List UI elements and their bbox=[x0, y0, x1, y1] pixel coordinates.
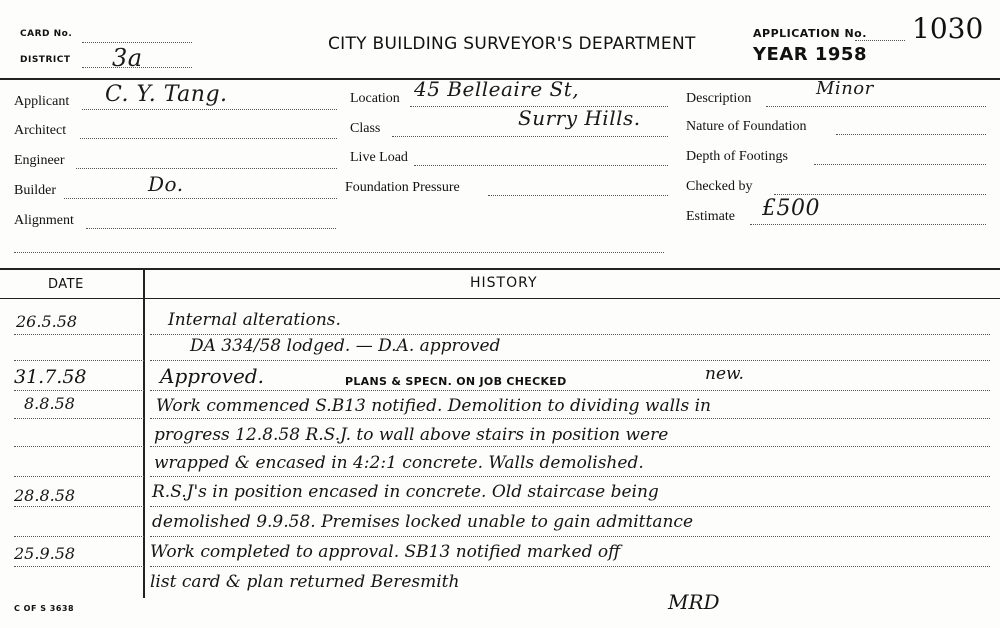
description-label: Description bbox=[686, 91, 752, 106]
history-line: wrapped & encased in 4:2:1 concrete. Walls demolished. bbox=[154, 453, 644, 473]
initials: MRD bbox=[668, 590, 720, 614]
history-line: new. bbox=[705, 364, 744, 384]
date-row-rule bbox=[14, 418, 144, 419]
date-header: DATE bbox=[48, 277, 84, 292]
date-row-rule bbox=[14, 506, 144, 507]
history-date: 25.9.58 bbox=[14, 544, 76, 563]
class-line bbox=[392, 136, 668, 137]
history-row-rule bbox=[150, 334, 990, 335]
foundation-pressure-label: Foundation Pressure bbox=[345, 180, 460, 195]
application-no-line bbox=[855, 40, 905, 41]
date-row-rule bbox=[14, 360, 144, 361]
estimate-value: £500 bbox=[762, 196, 820, 221]
history-line: progress 12.8.58 R.S.J. to wall above stairs in position were bbox=[154, 425, 669, 445]
history-row-rule bbox=[150, 476, 990, 477]
nature-of-foundation-line bbox=[836, 134, 986, 135]
history-date: 31.7.58 bbox=[14, 366, 87, 388]
class-label: Class bbox=[350, 121, 381, 136]
history-date: 28.8.58 bbox=[14, 486, 76, 505]
estimate-line bbox=[750, 224, 986, 225]
description-value: Minor bbox=[816, 78, 874, 99]
checked-by-label: Checked by bbox=[686, 179, 753, 194]
date-row-rule bbox=[14, 334, 144, 335]
application-no-label: APPLICATION No. bbox=[753, 27, 867, 40]
district-label: DISTRICT bbox=[20, 55, 71, 65]
history-line: demolished 9.9.58. Premises locked unable to gain admittance bbox=[152, 512, 694, 532]
application-no-value: 1030 bbox=[912, 12, 984, 45]
history-line: Work completed to approval. SB13 notified marked off bbox=[150, 542, 621, 562]
estimate-label: Estimate bbox=[686, 209, 735, 224]
plans-checked-stamp: PLANS & SPECN. ON JOB CHECKED bbox=[345, 375, 567, 388]
location-label: Location bbox=[350, 91, 400, 106]
history-header: HISTORY bbox=[470, 275, 538, 291]
history-line: Approved. bbox=[160, 364, 264, 388]
alignment-label: Alignment bbox=[14, 213, 74, 228]
builder-label: Builder bbox=[14, 183, 56, 198]
applicant-line bbox=[82, 109, 337, 110]
card-no-label: CARD No. bbox=[20, 29, 73, 39]
history-row-rule bbox=[150, 418, 990, 419]
history-line: Internal alterations. bbox=[168, 310, 341, 330]
engineer-line bbox=[76, 168, 337, 169]
description-line bbox=[766, 106, 986, 107]
history-row-rule bbox=[150, 446, 990, 447]
district-value: 3a bbox=[112, 44, 143, 72]
date-row-rule bbox=[14, 390, 144, 391]
live-load-label: Live Load bbox=[350, 150, 408, 165]
history-date: 26.5.58 bbox=[16, 312, 78, 331]
history-line: R.S.J's in position encased in concrete. Old staircase being bbox=[152, 482, 659, 502]
builder-value: Do. bbox=[148, 172, 184, 196]
year-label: YEAR 1958 bbox=[753, 44, 867, 65]
date-row-rule bbox=[14, 446, 144, 447]
checked-by-line bbox=[774, 194, 986, 195]
foundation-pressure-line bbox=[488, 195, 668, 196]
depth-of-footings-label: Depth of Footings bbox=[686, 149, 788, 164]
live-load-line bbox=[414, 165, 668, 166]
history-line: list card & plan returned Beresmith bbox=[150, 572, 460, 592]
history-row-rule bbox=[150, 566, 990, 567]
alignment-line bbox=[86, 228, 336, 229]
architect-line bbox=[80, 138, 337, 139]
form-code: C OF S 3638 bbox=[14, 604, 75, 613]
history-row-rule bbox=[150, 506, 990, 507]
date-row-rule bbox=[14, 476, 144, 477]
history-line: Work commenced S.B13 notified. Demolition to dividing walls in bbox=[156, 396, 712, 416]
architect-label: Architect bbox=[14, 123, 67, 138]
history-row-rule bbox=[150, 360, 990, 361]
table-header-rule bbox=[0, 298, 1000, 299]
nature-of-foundation-label: Nature of Foundation bbox=[686, 119, 807, 134]
history-row-rule bbox=[150, 390, 990, 391]
builder-line bbox=[64, 198, 337, 199]
engineer-label: Engineer bbox=[14, 153, 65, 168]
applicant-value: C. Y. Tang. bbox=[105, 82, 228, 107]
date-row-rule bbox=[14, 536, 144, 537]
history-date: 8.8.58 bbox=[24, 394, 75, 413]
table-column-divider bbox=[143, 268, 145, 598]
location-value: 45 Belleaire St, bbox=[414, 77, 580, 101]
date-row-rule bbox=[14, 566, 144, 567]
table-top-rule bbox=[0, 268, 1000, 270]
alignment-line-2 bbox=[14, 252, 664, 253]
history-line: DA 334/58 lodged. — D.A. approved bbox=[190, 336, 501, 356]
card-no-line bbox=[82, 42, 192, 43]
applicant-label: Applicant bbox=[14, 94, 70, 109]
history-row-rule bbox=[150, 536, 990, 537]
class-value: Surry Hills. bbox=[518, 106, 641, 130]
depth-of-footings-line bbox=[814, 164, 986, 165]
department-title: CITY BUILDING SURVEYOR'S DEPARTMENT bbox=[328, 34, 696, 54]
